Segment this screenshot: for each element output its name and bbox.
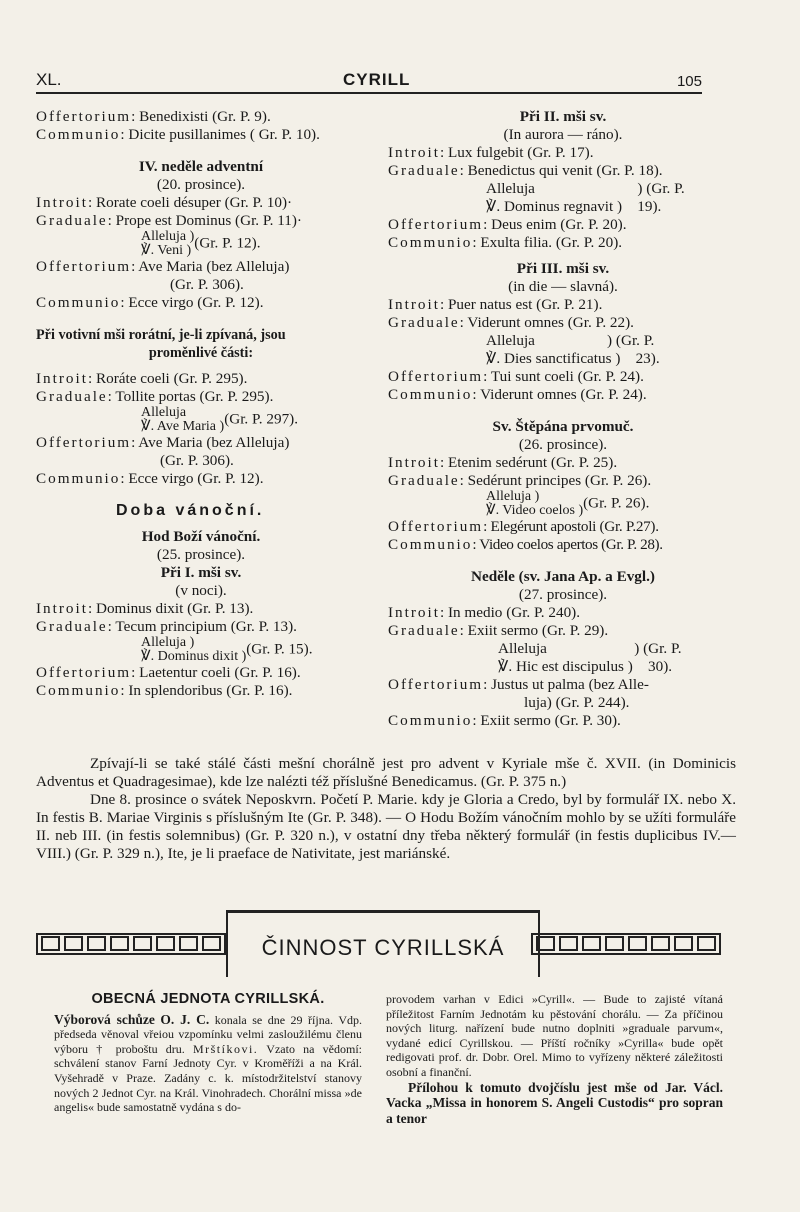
section-subheading: (v noci). <box>175 582 227 599</box>
section-heading: Hod Boží vánoční. <box>141 528 261 545</box>
text-line: Communio: Video coelos apertos (Gr. P. 28). <box>388 536 663 553</box>
section-heading: Při III. mši sv. <box>516 260 610 277</box>
section-heading: IV. neděle adventní <box>138 158 264 175</box>
text-line: Graduale: Viderunt omnes (Gr. P. 22). <box>388 314 634 331</box>
banner-ornament-left <box>36 933 226 955</box>
header-volume: XL. <box>36 70 62 89</box>
banner-ornament-right <box>531 933 721 955</box>
text-line: Graduale: Benedictus qui venit (Gr. P. 18). <box>388 162 663 179</box>
text-line: Offertorium: Deus enim (Gr. P. 20). <box>388 216 627 233</box>
section-heading: Neděle (sv. Jana Ap. a Evgl.) <box>471 568 655 585</box>
text-line: Communio: Ecce virgo (Gr. P. 12). <box>36 294 264 311</box>
text-line: Graduale: Exiit sermo (Gr. P. 29). <box>388 622 609 639</box>
alleluia-brace: Alleluja ) ℣. Veni ) (Gr. P. 12). <box>141 229 261 258</box>
text-line: Introit: Roráte coeli (Gr. P. 295). <box>36 370 248 387</box>
text-line: ℣. Hic est discipulus ) 30). <box>498 658 673 675</box>
note-paragraph: Dne 8. prosince o svátek Neposkvrn. Početí P. Marie. kdy je Gloria a Credo, byl by formulář IX. nebo X. In festis B. Mariae Virginis s příslušným Ite (Gr. P. 348). — O Hodu Božím vánočním mohlo by se užíti formuláře II. neb III. (in festis solemnibus) (Gr. P. 320 n.), v ostatní dny třeba některý formulář (in festis duplicibus IV.—VIII.) (Gr. P. 329 n.), Ite, je li praeface de Nativitate, jest mariánské. <box>36 791 736 862</box>
section-heading: Při II. mši sv. <box>519 108 607 125</box>
article-note: Přílohou k tomuto dvojčíslu jest mše od Jar. Václ. Vacka „Missa in honorem S. Angeli Custodis“ pro sopran a tenor <box>386 1079 723 1126</box>
text-line: Offertorium: Ave Maria (bez Alleluja) <box>36 434 290 451</box>
text-line: Communio: Ecce virgo (Gr. P. 12). <box>36 470 264 487</box>
text-line: Offertorium: Benedixisti (Gr. P. 9). <box>36 108 271 125</box>
text-line: Communio: In splendoribus (Gr. P. 16). <box>36 682 293 699</box>
section-subheading: (25. prosince). <box>156 546 246 563</box>
section-subheading: (26. prosince). <box>518 436 608 453</box>
left-column <box>36 108 366 700</box>
alleluia-brace: Alleluja ℣. Ave Maria ) (Gr. P. 297). <box>141 405 299 434</box>
header-title: CYRILL <box>343 70 411 89</box>
article-heading: OBECNÁ JEDNOTA CYRILLSKÁ. <box>91 991 325 1007</box>
section-heading: proměnlivé části: <box>148 345 254 361</box>
text-line: Graduale: Prope est Dominus (Gr. P. 11)· <box>36 212 302 229</box>
text-line: Introit: Lux fulgebit (Gr. P. 17). <box>388 144 594 161</box>
section-banner <box>36 910 721 974</box>
text-line: (Gr. P. 306). <box>170 276 244 293</box>
text-line: Communio: Exiit sermo (Gr. P. 30). <box>388 712 621 729</box>
section-title: Doba vánoční. <box>116 502 265 519</box>
section-subheading: (In aurora — ráno). <box>503 126 623 143</box>
text-line: (Gr. P. 306). <box>160 452 234 469</box>
alleluia-brace: Alleluja ) ℣. Dominus dixit ) (Gr. P. 15). <box>141 635 313 664</box>
text-line: Graduale: Tollite portas (Gr. P. 295). <box>36 388 274 405</box>
text-line: Offertorium: Elegérunt apostoli (Gr. P.27). <box>388 518 659 535</box>
section-heading: Při votivní mši rorátní, je-li zpívaná, jsou <box>36 327 286 343</box>
text-line: Communio: Viderunt omnes (Gr. P. 24). <box>388 386 647 403</box>
note-paragraph: Zpívají-li se také stálé části mešní chorálně jest pro advent v Kyriale mše č. XVII. (in Dominicis Adventus et Quadragesimae), kde lze nalézti též příslušné Benedicamus. (Gr. P. 375 n.) <box>36 755 736 790</box>
text-line: Introit: Rorate coeli désuper (Gr. P. 10)· <box>36 194 293 211</box>
bottom-left-column <box>54 992 362 1115</box>
section-subheading: (27. prosince). <box>518 586 608 603</box>
alleluia-brace: Alleluja ) ℣. Video coelos ) (Gr. P. 26). <box>486 489 650 518</box>
text-line: Alleluja ) (Gr. P. <box>486 180 685 197</box>
text-line: Introit: In medio (Gr. P. 240). <box>388 604 581 621</box>
section-subheading: (20. prosince). <box>156 176 246 193</box>
section-heading: Při I. mši sv. <box>160 564 242 581</box>
text-line: Introit: Dominus dixit (Gr. P. 13). <box>36 600 254 617</box>
section-heading: Sv. Štěpána prvomuč. <box>492 418 634 435</box>
banner-frame <box>226 910 540 977</box>
running-header <box>36 70 702 94</box>
text-line: ℣. Dominus regnavit ) 19). <box>486 198 662 215</box>
text-line: Alleluja ) (Gr. P. <box>498 640 682 657</box>
text-line: Communio: Exulta filia. (Gr. P. 20). <box>388 234 623 251</box>
text-line: Offertorium: Ave Maria (bez Alleluja) <box>36 258 290 275</box>
text-line: Introit: Etenim sedérunt (Gr. P. 25). <box>388 454 618 471</box>
text-line: Offertorium: Justus ut palma (bez Alle- <box>388 676 649 693</box>
page-number: 105 <box>676 73 702 90</box>
text-line: Offertorium: Laetentur coeli (Gr. P. 16). <box>36 664 301 681</box>
bottom-right-column <box>386 992 723 1126</box>
note-paragraphs <box>36 755 736 863</box>
article-body: Výborová schůze O. J. C. konala se dne 29 října. Vdp. předseda věnoval vřeiou vzpomínku velmi zasloužilému členu výboru † proboštu dru. Mrštíkovi. Vzato na vědomí: schválení stanov Farní Jednoty Cyr. v Kroměříži a na Král. Vyšehradě v Praze. Zadány c. k. místodržitelství stanovy nových 2 Jednot Cyr. na Král. Vinohradech. Chorální missa »de angelis« bude samostatně vydána s do- <box>54 1011 362 1115</box>
text-line: Graduale: Tecum principium (Gr. P. 13). <box>36 618 297 635</box>
text-line: Graduale: Sedérunt principes (Gr. P. 26). <box>388 472 652 489</box>
right-column <box>388 108 738 730</box>
section-subheading: (in die — slavná). <box>508 278 618 295</box>
text-line: Communio: Dicite pusillanimes ( Gr. P. 10). <box>36 126 320 143</box>
text-line: Introit: Puer natus est (Gr. P. 21). <box>388 296 603 313</box>
article-body: provodem varhan v Edici »Cyrill«. — Bude to zajisté vítaná příležitost Farním Jednotám ku pěstování chorálu. — Za příčinou nových liturg. nařízení bude nutno doplniti »graduale parvum«, vydané edicí Cyrillskou. — Příští ročníky »Cyrilla« bude opět redigovati prof. dr. Dobr. Orel. Mimo to vyřízeny některé záležitosti osobní a finanční. <box>386 992 723 1079</box>
text-line: Alleluja ) (Gr. P. <box>486 332 655 349</box>
text-line: luja) (Gr. P. 244). <box>524 694 630 711</box>
text-line: ℣. Dies sanctificatus ) 23). <box>486 350 660 367</box>
text-line: Offertorium: Tui sunt coeli (Gr. P. 24). <box>388 368 644 385</box>
banner-title: ČINNOST CYRILLSKÁ <box>261 935 505 960</box>
